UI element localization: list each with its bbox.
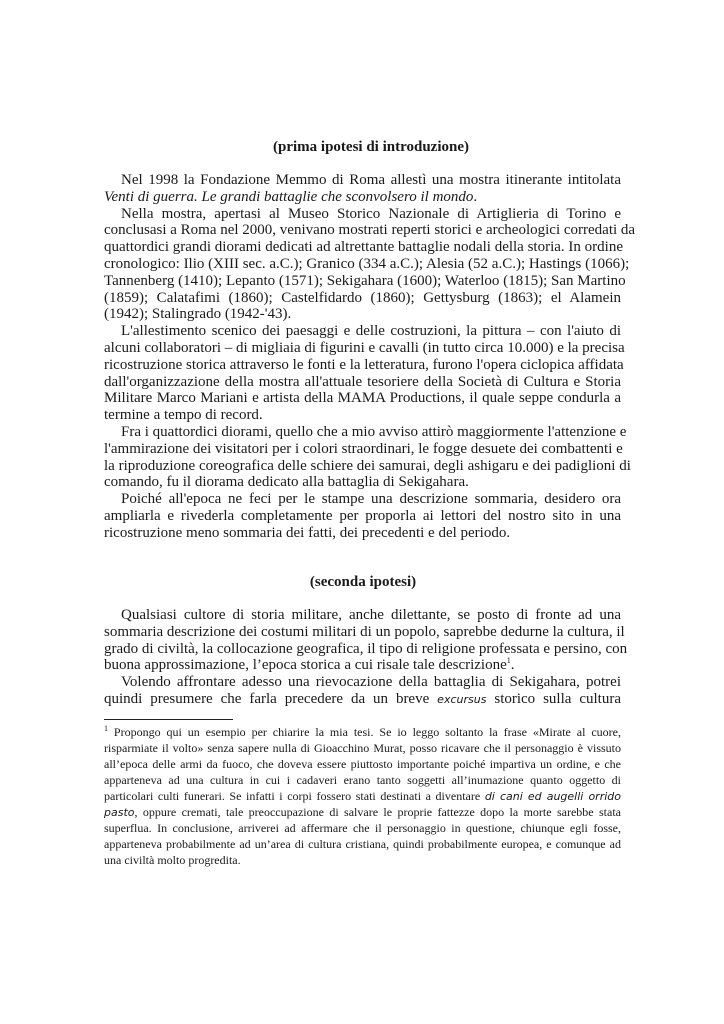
paragraph-line [104, 255, 630, 273]
paragraph [104, 674, 621, 708]
text-run: all’epoca delle armi da fuoco, che doveva essere piuttosto importante poiché impartiva un ordine, e che [104, 757, 621, 771]
text-run: termine a tempo di record. [104, 407, 263, 424]
paragraph [104, 423, 631, 491]
paragraph-line [104, 674, 621, 691]
paragraph-line [104, 525, 621, 542]
paragraph-line [104, 691, 621, 708]
text-run: Tannenberg (1410); Lepanto (1571); Sekigahara (1600); Waterloo (1815); San Martino [104, 272, 626, 289]
paragraph [104, 607, 628, 674]
footnote-line [104, 852, 621, 868]
text-run: L'allestimento scenico dei paesaggi e delle costruzioni, la pittura – con l'aiuto di [121, 323, 621, 340]
text-run: dall'organizzazione della mostra all'attuale tesoriere della Società di Cultura e Storia [104, 373, 621, 390]
paragraph-line [104, 306, 621, 323]
italic-text: excursus [437, 692, 487, 706]
text-run: Poiché all'epoca ne feci per le stampe una descrizione sommaria, desidero ora [121, 491, 621, 508]
text-run: (1859); Calatafimi (1860); Castelfidardo (1860); Gettysburg (1863); el Alamein [104, 289, 621, 306]
text-run: l'ammirazione dei visitatori per i colori straordinari, le fogge desuete dei combattenti e [104, 440, 623, 457]
text-run: ricostruzione meno sommaria dei fatti, dei precedenti e del periodo. [104, 524, 511, 541]
paragraph-line [104, 623, 625, 641]
footnote-separator [104, 719, 233, 720]
text-run: buona approssimazione, l’epoca storica a cui risale tale descrizione [104, 657, 507, 674]
section-heading-second-hypothesis: (seconda ipotesi) [309, 574, 417, 590]
text-run: , oppure cremati, tale preoccupazione di salvare le proprie fattezze dopo la morte sarebbe stata [134, 805, 621, 819]
text-run: Propongo qui un esempio per chiarire la mia tesi. Se io leggo soltanto la frase «Mirate al cuore, [108, 725, 621, 739]
text-run: storico sulla cultura [486, 690, 621, 707]
text-run: apparteneva probabilmente ad un’area di cultura cristiana, quindi probabilmente europea, e comunque ad [104, 837, 621, 851]
paragraph-line [104, 657, 621, 674]
text-run: una civiltà molto progredita. [104, 853, 241, 867]
paragraph-line [104, 206, 621, 223]
footnote-line [104, 804, 621, 820]
footnote-line [104, 724, 621, 740]
footnote-reference: 1 [104, 724, 108, 733]
paragraph-line [104, 474, 621, 491]
footnote [104, 724, 621, 868]
section-body-second-hypothesis [104, 607, 628, 708]
text-run: apparteneva ad una cultura in cui i cadaveri erano tanto soggetti all’inumazione quanto oggetto di [104, 773, 621, 787]
footnote-line [104, 756, 621, 772]
paragraph-line [104, 222, 636, 239]
paragraph-line [104, 423, 627, 441]
text-run: particolari culti funerari. Se infatti i corpi fossero stati destinati a diventare [104, 789, 485, 803]
paragraph-line [104, 390, 621, 407]
paragraph-line [104, 272, 626, 290]
paragraph [104, 323, 625, 424]
paragraph [104, 491, 621, 541]
text-run: conclusasi a Roma nel 2000, venivano mostrati reperti storici e archeologici corredati da [104, 222, 636, 239]
text-run: sommaria descrizione dei costumi militari di un popolo, saprebbe dedurne la cultura, il [104, 623, 625, 640]
paragraph-line [104, 441, 621, 458]
paragraph-line [104, 356, 624, 374]
text-run: Fra i quattordici diorami, quello che a mio avviso attirò maggiormente l'attenzione e [121, 423, 627, 440]
text-run: la riproduzione coreografica delle schiere dei samurai, degli ashigaru e dei padiglioni di [104, 457, 631, 474]
text-run: ampliarla e rivederla completamente per proporla ai lettori del nostro sito in una [104, 507, 621, 524]
text-run: Volendo affrontare adesso una rievocazione della battaglia di Sekigahara, potrei [121, 674, 621, 691]
italic-text: pasto [104, 806, 135, 819]
italic-text: di cani ed augelli orrido [484, 790, 621, 803]
paragraph-line [104, 508, 621, 525]
paragraph-line [104, 407, 621, 424]
paragraph-line [104, 607, 621, 624]
paragraph-line [104, 640, 628, 658]
section-heading-first-hypothesis: (prima ipotesi di introduzione) [273, 139, 469, 155]
text-run: cronologico: Ilio (XIII sec. a.C.); Granico (334 a.C.); Alesia (52 a.C.); Hastings (1066); [104, 255, 630, 272]
text-run: quattordici grandi diorami dedicati ad altrettante battaglie nodali della storia. In ordine [104, 239, 623, 256]
paragraph-line [104, 290, 621, 307]
paragraph-line [104, 491, 621, 508]
text-run: quindi presumere che farla precedere da un breve [104, 690, 438, 707]
paragraph-line [104, 339, 625, 357]
footnote-line [104, 788, 621, 804]
text-run: Qualsiasi cultore di storia militare, anche dilettante, se posto di fronte ad una [121, 607, 621, 623]
text-run: alcuni collaboratori – di migliaia di figurini e cavalli (in tutto circa 10.000) e la precisa [104, 339, 625, 356]
footnote-line [104, 740, 621, 756]
paragraph-line [104, 172, 621, 189]
paragraph [104, 205, 636, 324]
paragraph-line [104, 374, 621, 391]
text-run: superflua. In conclusione, arriverei ad affermare che il personaggio in questione, chiunque egli fosse, [104, 821, 621, 835]
footnote-reference: 1 [506, 656, 511, 666]
paragraph-line [104, 189, 621, 206]
text-run: comando, fu il diorama dedicato alla battaglia di Sekigahara. [104, 474, 469, 491]
paragraph-line [104, 457, 631, 475]
text-run: Nel 1998 la Fondazione Memmo di Roma allestì una mostra itinerante intitolata [121, 172, 621, 188]
text-run: Militare Marco Mariani e artista della MAMA Productions, il quale seppe condurla a [104, 390, 621, 407]
paragraph-line [104, 323, 621, 340]
footnote-line [104, 772, 621, 788]
text-run: (1942); Stalingrado (1942-'43). [104, 306, 292, 323]
text-run: . [473, 188, 478, 205]
section-body-first-hypothesis [104, 172, 636, 542]
footnote-line [104, 820, 621, 836]
text-run: . [510, 657, 515, 674]
text-run: risparmiate il volto» senza sapere nulla di Gioacchino Murat, posso ricavare che il personaggio è vissuto [104, 741, 621, 755]
text-run: Nella mostra, apertasi al Museo Storico Nazionale di Artiglieria di Torino e [121, 205, 621, 222]
footnote-line [104, 836, 621, 852]
text-run: ricostruzione storica attraverso le fonti e la letteratura, furono l'opera ciclopica affidata [104, 356, 624, 373]
paragraph [104, 172, 621, 206]
italic-text: Venti di guerra. Le grandi battaglie che sconvolsero il mondo [104, 188, 474, 205]
paragraph-line [104, 239, 621, 256]
text-run: grado di civiltà, la collocazione geografica, il tipo di religione professata e persino, con [104, 640, 628, 657]
